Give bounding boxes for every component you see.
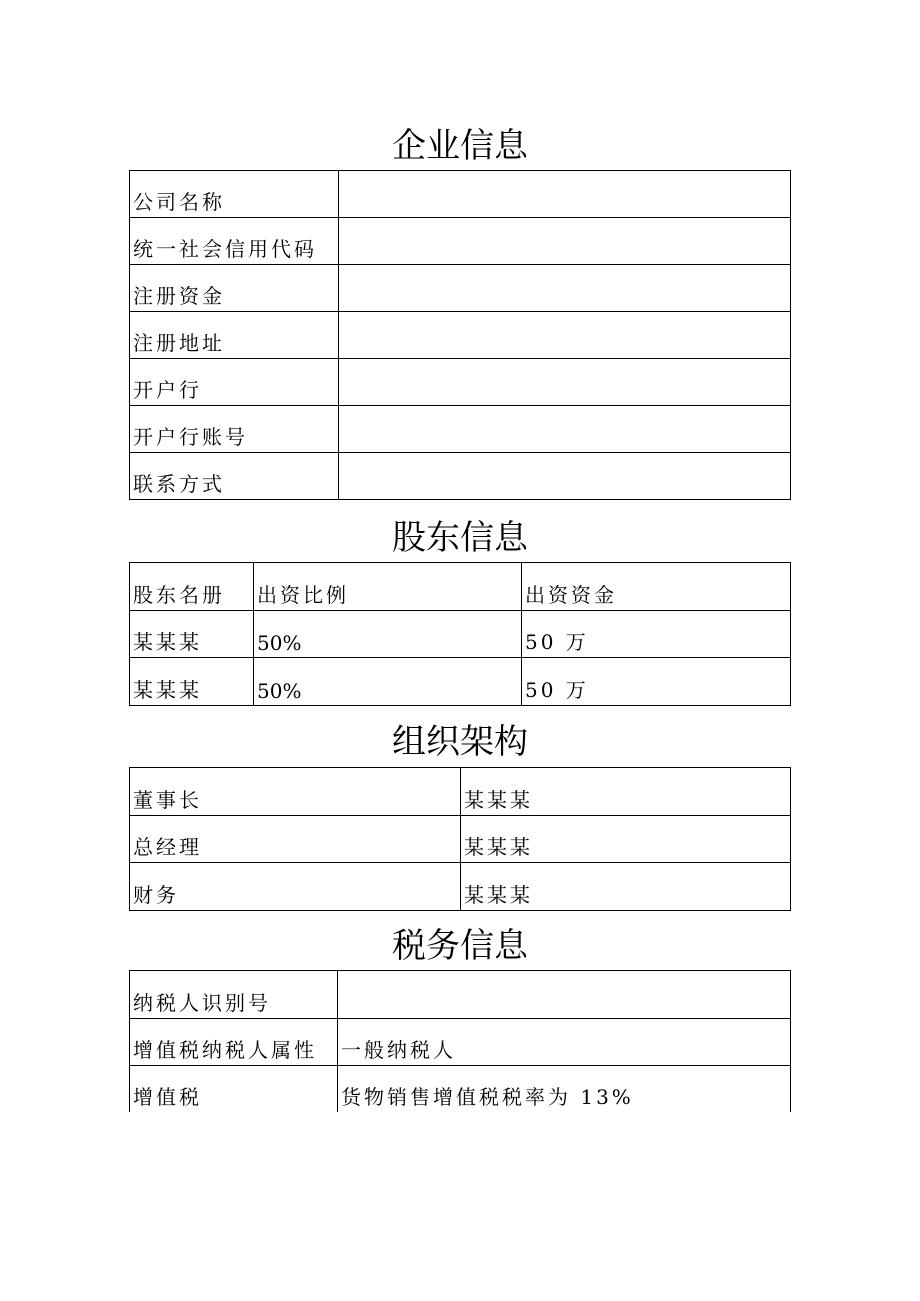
chairman-name: 某某某	[461, 768, 791, 816]
table-row	[130, 971, 791, 1019]
company-info-title: 企业信息	[392, 126, 528, 166]
registered-capital-value	[339, 265, 791, 312]
tax-info-table	[129, 970, 791, 1112]
registered-address-label: 注册地址	[130, 312, 339, 359]
contribution-amount: 50 万	[522, 611, 791, 658]
table-row	[130, 816, 791, 863]
tax-info-title: 税务信息	[392, 926, 528, 966]
header-contribution-amount: 出资资金	[522, 563, 791, 611]
table-row	[130, 406, 791, 453]
table-row	[130, 265, 791, 312]
bank-account-value	[339, 406, 791, 453]
shareholder-table	[129, 562, 791, 706]
table-row	[130, 218, 791, 265]
company-name-label: 公司名称	[130, 171, 339, 218]
contribution-amount: 50 万	[522, 658, 791, 706]
table-row	[130, 1019, 791, 1066]
credit-code-value	[339, 218, 791, 265]
header-contribution-ratio: 出资比例	[254, 563, 522, 611]
vat-label: 增值税	[130, 1066, 338, 1112]
shareholder-info-title: 股东信息	[392, 518, 528, 558]
contact-value	[339, 453, 791, 500]
bank-account-label: 开户行账号	[130, 406, 339, 453]
table-row	[130, 453, 791, 500]
organization-title: 组织架构	[392, 722, 528, 762]
bank-label: 开户行	[130, 359, 339, 406]
table-row	[130, 312, 791, 359]
table-row	[130, 768, 791, 816]
finance-name: 某某某	[461, 863, 791, 911]
table-header-row	[130, 563, 791, 611]
organization-table	[129, 767, 791, 911]
taxpayer-id-value	[338, 971, 791, 1019]
company-info-table	[129, 170, 791, 500]
contact-label: 联系方式	[130, 453, 339, 500]
finance-label: 财务	[130, 863, 461, 911]
company-name-value	[339, 171, 791, 218]
general-manager-label: 总经理	[130, 816, 461, 863]
chairman-label: 董事长	[130, 768, 461, 816]
header-shareholder-name: 股东名册	[130, 563, 254, 611]
vat-value: 货物销售增值税税率为 13%	[338, 1066, 791, 1112]
registered-address-value	[339, 312, 791, 359]
table-row	[130, 171, 791, 218]
general-manager-name: 某某某	[461, 816, 791, 863]
table-row	[130, 863, 791, 911]
table-row	[130, 611, 791, 658]
contribution-ratio: 50%	[254, 611, 522, 658]
taxpayer-id-label: 纳税人识别号	[130, 971, 338, 1019]
vat-taxpayer-type-label: 增值税纳税人属性	[130, 1019, 338, 1066]
credit-code-label: 统一社会信用代码	[130, 218, 339, 265]
vat-taxpayer-type-value: 一般纳税人	[338, 1019, 791, 1066]
table-row	[130, 658, 791, 706]
shareholder-name: 某某某	[130, 611, 254, 658]
bank-value	[339, 359, 791, 406]
registered-capital-label: 注册资金	[130, 265, 339, 312]
table-row	[130, 359, 791, 406]
shareholder-name: 某某某	[130, 658, 254, 706]
contribution-ratio: 50%	[254, 658, 522, 706]
table-row	[130, 1066, 791, 1112]
